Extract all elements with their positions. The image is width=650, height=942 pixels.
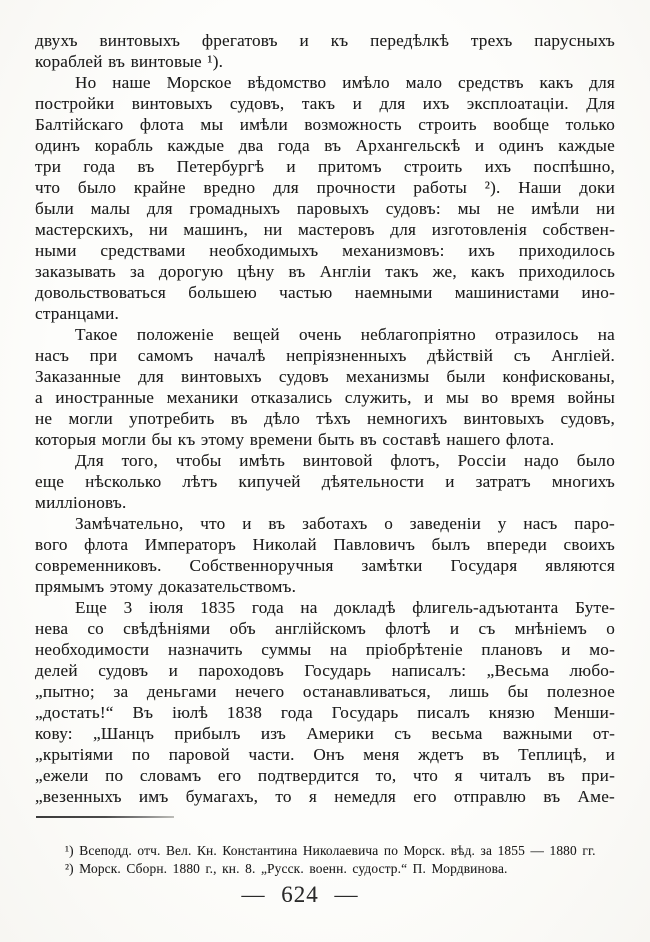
text-line: что было крайне вредно для прочности работы ²). Наши доки	[35, 178, 615, 197]
page-number: — 624 —	[241, 882, 359, 907]
text-line: не могли употребить въ дѣло тѣхъ немногихъ винтовыхъ судовъ,	[35, 409, 615, 428]
text-line: Балтійскаго флота мы имѣли возможность строить вообще только	[35, 115, 615, 134]
text-line: вого флота Императоръ Николай Павловичъ былъ впереди своихъ	[35, 535, 615, 554]
text-line: кораблей въ винтовые ¹).	[35, 52, 224, 71]
text-line: Но наше Морское вѣдомство имѣло мало средствъ какъ для	[75, 73, 615, 92]
text-line: „пытно; за деньгами нечего останавливаться, лишь бы полезное	[35, 682, 615, 701]
text-line: кову: „Шанцъ прибылъ изъ Америки съ весьма важными от-	[35, 724, 615, 743]
text-line: Замѣчательно, что и въ заботахъ о заведеніи у насъ паро-	[75, 514, 615, 533]
text-line: необходимости назначить суммы на пріобрѣтеніе плановъ и мо-	[35, 640, 615, 659]
text-line: „крытіями по паровой части. Онъ меня ждетъ въ Теплицѣ, и	[35, 745, 615, 764]
text-line: Еще 3 іюля 1835 года на докладѣ флигель-адъютанта Буте-	[75, 598, 615, 617]
body-text	[35, 30, 615, 807]
text-line: странцами.	[35, 304, 119, 323]
text-line: постройки винтовыхъ судовъ, такъ и для ихъ эксплоатаціи. Для	[35, 94, 615, 113]
text-line: нева со свѣдѣніями объ англійскомъ флотѣ и съ мнѣніемъ о	[35, 619, 615, 638]
text-line: прямымъ этому доказательствомъ.	[35, 577, 297, 596]
text-line: а иностранные механики отказались служить, и мы во время войны	[35, 388, 615, 407]
text-line: Для того, чтобы имѣть винтовой флотъ, Россіи надо было	[75, 451, 615, 470]
text-line: три года въ Петербургѣ и притомъ строить ихъ поспѣшно,	[35, 157, 615, 176]
text-line: еще нѣсколько лѣтъ кипучей дѣятельности и затратъ многихъ	[35, 472, 615, 491]
text-line: делей судовъ и пароходовъ Государь написалъ: „Весьма любо-	[35, 661, 615, 680]
text-line: которыя могли бы къ этому времени быть въ составѣ нашего флота.	[35, 430, 555, 449]
text-line: ными средствами необходимыхъ механизмовъ: ихъ приходилось	[35, 241, 615, 260]
text-line: довольствоваться большею частью наемными машинистами ино-	[35, 283, 615, 302]
text-line: „ежели по словамъ его подтвердится то, что я читалъ въ при-	[35, 766, 615, 785]
text-line: мастерскихъ, ни машинъ, ни мастеровъ для изготовленія собствен-	[35, 220, 615, 239]
text-line: Такое положеніе вещей очень неблагопріятно отразилось на	[75, 325, 615, 344]
text-line: насъ при самомъ началѣ непріязненныхъ дѣйствій съ Англіей.	[35, 346, 615, 365]
text-line: „везенныхъ имъ бумагахъ, то я немедля его отправлю въ Аме-	[35, 787, 615, 806]
text-line: милліоновъ.	[35, 493, 127, 512]
footnotes	[35, 842, 625, 878]
text-line: современниковъ. Собственноручныя замѣтки Государя являются	[35, 556, 615, 575]
text-line: заказывать за дорогую цѣну въ Англіи такъ же, какъ приходилось	[35, 262, 615, 281]
footnote: ¹) Всеподд. отч. Вел. Кн. Константина Николаевича по Морск. вѣд. за 1855 — 1880 гг.	[65, 843, 596, 858]
text-line: двухъ винтовыхъ фрегатовъ и къ передѣлкѣ трехъ парусныхъ	[35, 31, 615, 50]
footnote: ²) Морск. Сборн. 1880 г., кн. 8. „Русск. военн. судостр.“ П. Мордвинова.	[65, 861, 508, 876]
text-line: были малы для громадныхъ паровыхъ судовъ: мы не имѣли ни	[35, 199, 615, 218]
text-line: Заказанные для винтовыхъ судовъ механизмы были конфискованы,	[35, 367, 615, 386]
text-line: одинъ корабль каждые два года въ Архангельскѣ и одинъ каждые	[35, 136, 615, 155]
text-line: „достать!“ Въ іюлѣ 1838 года Государь писалъ князю Менши-	[35, 703, 615, 722]
footnote-separator-rule	[36, 816, 174, 818]
